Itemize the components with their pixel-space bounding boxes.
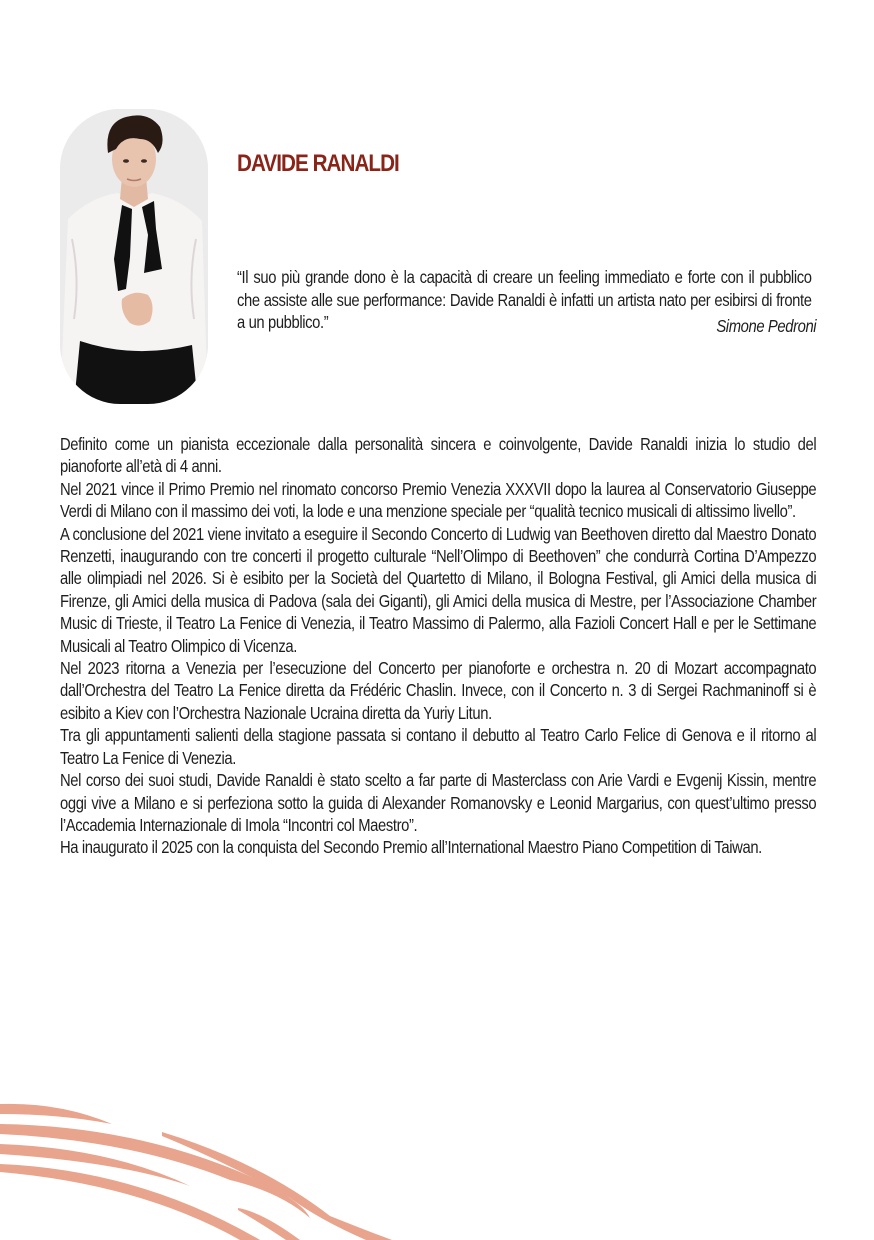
bio-paragraph: A conclusione del 2021 viene invitato a eseguire il Secondo Concerto di Ludwig van Beethoven diretto dal Maestro Donato Renzetti, inaugurando con tre concerti il progetto culturale “Nell’Olimpo di Beethoven” che condurrà Cortina D’Ampezzo alle olimpiadi nel 2026. Si è esibito per la Società del Quartetto di Milano, il Bologna Festival, gli Amici della musica di Firenze, gli Amici della musica di Padova (sala dei Giganti), gli Amici della musica di Mestre, per l’Associazione Chamber Music di Trieste, il Teatro La Fenice di Venezia, il Teatro Massimo di Palermo, alla Fazioli Concert Hall e per le Settimane Musicali al Teatro Olimpico di Vicenza. xyxy=(60,523,817,656)
bio-paragraph: Nel 2023 ritorna a Venezia per l’esecuzione del Concerto per pianoforte e orchestra n. 20 di Mozart accompagnato dall’Orchestra del Teatro La Fenice diretta da Frédéric Chaslin. Invece, con il Concerto n. 3 di Sergei Rachmaninoff si è esibito a Kiev con l’Orchestra Nazionale Ucraina diretta da Yuriy Litun. xyxy=(60,658,817,723)
artist-name: DAVIDE RANALDI xyxy=(237,150,399,177)
bio-paragraph: Ha inaugurato il 2025 con la conquista del Secondo Premio all’International Maestro Piano Competition di Taiwan. xyxy=(60,837,762,858)
biography xyxy=(60,433,816,859)
bio-paragraph: Nel corso dei suoi studi, Davide Ranaldi è stato scelto a far parte di Masterclass con Arie Vardi e Evgenij Kissin, mentre oggi vive a Milano e si perfeziona sotto la guida di Alexander Romanovsky e Leonid Margarius, con quest’ultimo presso l’Accademia Internazionale di Imola “Incontri col Maestro”. xyxy=(60,770,817,835)
bio-paragraph: Tra gli appuntamenti salienti della stagione passata si contano il debutto al Teatro Carlo Felice di Genova e il ritorno al Teatro La Fenice di Venezia. xyxy=(60,725,817,768)
wave-stroke xyxy=(162,1132,392,1240)
wave-stroke xyxy=(0,1104,112,1124)
quote-author: Simone Pedroni xyxy=(716,316,816,336)
bio-paragraph: Definito come un pianista eccezionale dalla personalità sincera e coinvolgente, Davide Ranaldi inizia lo studio del pianoforte all’età di 4 anni. xyxy=(60,434,817,477)
decorative-waves xyxy=(0,1080,420,1240)
bio-paragraph: Nel 2021 vince il Primo Premio nel rinomato concorso Premio Venezia XXXVII dopo la laurea al Conservatorio Giuseppe Verdi di Milano con il massimo dei voti, la lode e una menzione speciale per “qualità tecnico musicali di altissimo livello”. xyxy=(60,478,817,522)
testimonial-quote: “Il suo più grande dono è la capacità di creare un feeling immediato e forte con il pubblico che assiste alle sue performance: Davide Ranaldi è infatti un artista nato per esibirsi di fronte a un pubblico.” xyxy=(237,267,812,332)
portrait-illustration xyxy=(60,109,208,404)
portrait-photo xyxy=(60,109,208,404)
